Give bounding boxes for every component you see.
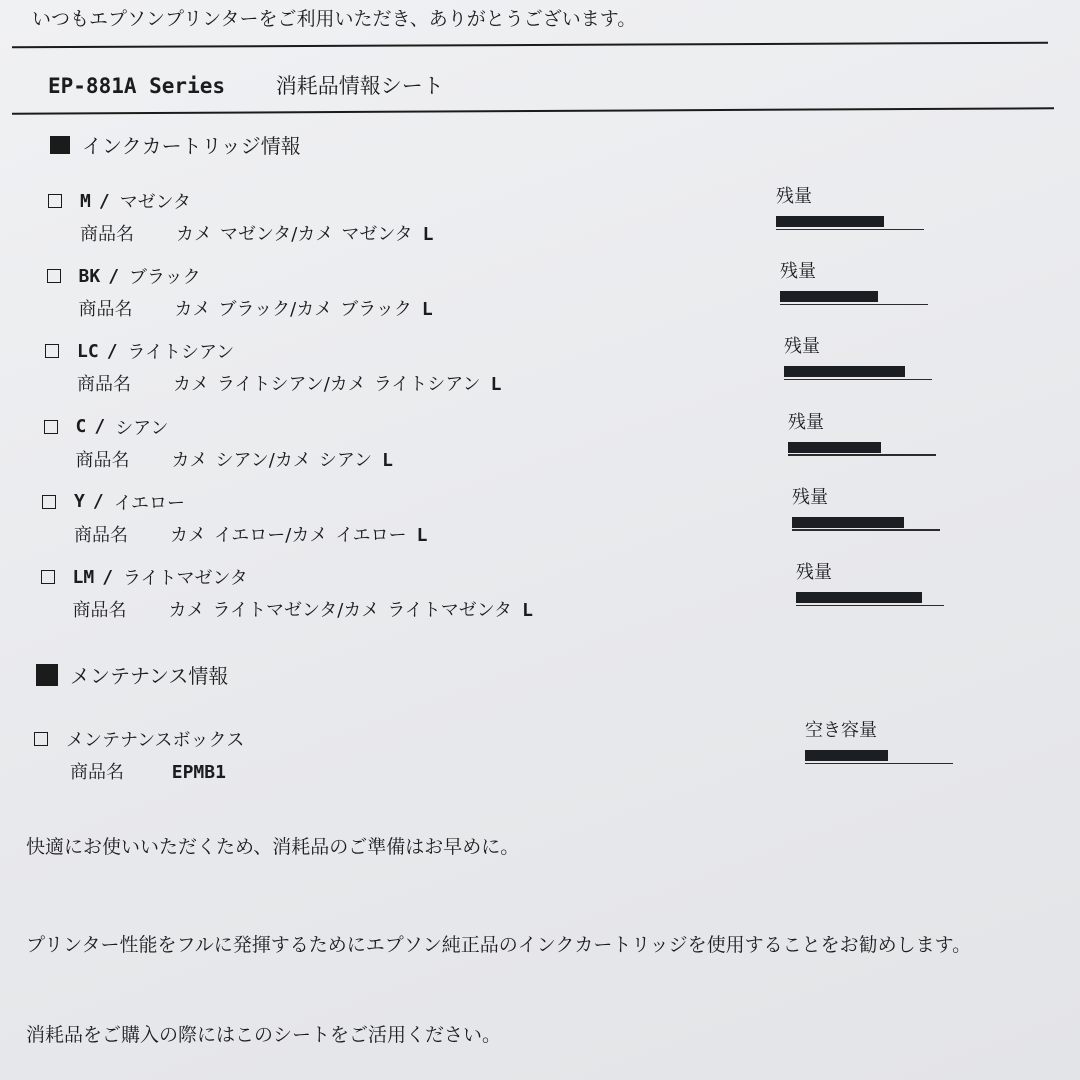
product-name-part: カメ xyxy=(174,299,211,321)
remaining-meter-baseline xyxy=(788,454,936,456)
remaining-meter-fill xyxy=(792,517,904,528)
product-name-part: カメ xyxy=(173,374,209,396)
top-rule xyxy=(12,42,1048,49)
section-marker-icon xyxy=(50,136,70,154)
remaining-meter-baseline xyxy=(776,229,924,231)
note-use-sheet: 消耗品をご購入の際にはこのシートをご活用ください。 xyxy=(26,1024,502,1046)
remaining-meter xyxy=(784,366,932,380)
remaining-meter-fill xyxy=(776,216,884,227)
ink-remaining-level xyxy=(776,182,926,230)
ink-cartridge-item xyxy=(44,414,393,472)
capacity-meter xyxy=(805,750,953,764)
product-name-part: ブラック xyxy=(340,299,412,321)
product-size: L xyxy=(382,449,393,471)
code-separator: / xyxy=(106,340,118,362)
note-prepare: 快適にお使いいただくため、消耗品のご準備はお早めに。 xyxy=(26,836,520,858)
code-separator: / xyxy=(98,190,110,212)
remaining-meter-fill xyxy=(784,366,905,377)
ink-cartridge-item xyxy=(47,263,433,321)
remaining-meter xyxy=(796,592,944,606)
product-name-part: シアン/カメ xyxy=(215,449,311,471)
remaining-label: 残量 xyxy=(792,486,828,508)
cartridge-color-name: シアン xyxy=(115,417,169,439)
remaining-label: 残量 xyxy=(796,562,832,583)
checkbox-icon xyxy=(44,420,58,434)
product-name-part: マゼンタ/カメ xyxy=(220,224,334,245)
product-name-part: ライトマゼンタ/カメ xyxy=(212,600,380,621)
ink-section-title: インクカートリッジ情報 xyxy=(82,134,301,158)
product-name xyxy=(169,600,533,621)
maintenance-section-title: メンテナンス情報 xyxy=(70,664,229,688)
remaining-meter-baseline xyxy=(796,605,944,607)
product-name-part: イエロー xyxy=(335,524,407,546)
product-name-part: ライトマゼンタ xyxy=(387,600,513,621)
product-label: 商品名 xyxy=(78,299,133,321)
capacity-label: 空き容量 xyxy=(805,720,877,741)
remaining-meter xyxy=(776,216,924,230)
code-separator: / xyxy=(102,566,114,588)
checkbox-icon xyxy=(41,570,55,584)
product-name-part: マゼンタ xyxy=(341,224,413,245)
product-name xyxy=(173,374,501,395)
cartridge-code: M xyxy=(80,190,91,212)
product-name-part: ライトシアン/カメ xyxy=(217,374,366,396)
product-name-part: シアン xyxy=(318,449,373,471)
sheet-name: 消耗品情報シート xyxy=(275,74,444,98)
product-name xyxy=(170,525,427,546)
greeting-text: いつもエプソンプリンターをご利用いただき、ありがとうございます。 xyxy=(32,8,637,30)
product-size: L xyxy=(490,374,502,396)
product-label: 商品名 xyxy=(72,600,127,621)
maintenance-capacity xyxy=(805,716,955,764)
product-name-part: ブラック/カメ xyxy=(218,299,333,321)
cartridge-code: BK xyxy=(78,265,101,287)
sheet-title xyxy=(48,70,444,100)
product-name xyxy=(176,224,433,245)
remaining-meter-fill xyxy=(788,442,881,453)
product-size: L xyxy=(522,600,533,621)
product-name-part: カメ xyxy=(171,449,208,471)
ink-remaining-level xyxy=(796,558,946,606)
code-separator: / xyxy=(108,265,120,287)
ink-remaining-level xyxy=(792,483,942,531)
product-name-part: カメ xyxy=(168,600,205,621)
remaining-meter xyxy=(780,291,928,305)
remaining-meter-fill xyxy=(780,291,878,302)
cartridge-color-name: イエロー xyxy=(113,492,185,514)
code-separator: / xyxy=(94,416,106,438)
remaining-label: 残量 xyxy=(776,186,812,207)
ink-section-heading xyxy=(50,130,301,159)
ink-cartridge-item xyxy=(41,564,533,622)
cartridge-color-name: マゼンタ xyxy=(119,192,191,213)
ink-cartridge-item xyxy=(42,489,427,547)
cartridge-code: LC xyxy=(77,340,99,362)
product-label: 商品名 xyxy=(74,524,128,546)
cartridge-code: C xyxy=(75,416,87,438)
checkbox-icon xyxy=(45,344,59,358)
product-name-part: ライトシアン xyxy=(373,374,481,396)
ink-cartridge-item xyxy=(48,188,433,246)
product-name-part: カメ xyxy=(176,224,212,245)
ink-remaining-level xyxy=(784,332,934,380)
capacity-meter-fill xyxy=(805,750,888,761)
remaining-meter xyxy=(788,442,936,456)
product-name xyxy=(172,450,393,471)
product-name-part: カメ xyxy=(170,524,206,546)
remaining-label: 残量 xyxy=(788,411,824,433)
checkbox-icon xyxy=(48,194,62,208)
product-label: 商品名 xyxy=(70,762,124,783)
product-size: L xyxy=(421,299,433,321)
remaining-label: 残量 xyxy=(784,336,820,358)
checkbox-icon xyxy=(34,732,48,746)
maintenance-item-name: メンテナンスボックス xyxy=(66,730,245,751)
ink-cartridge-item xyxy=(45,338,501,396)
remaining-meter-baseline xyxy=(792,529,940,531)
checkbox-icon xyxy=(47,269,61,283)
maintenance-section-heading xyxy=(36,660,228,689)
section-marker-icon xyxy=(36,664,58,686)
title-rule xyxy=(12,107,1054,114)
maintenance-box-item xyxy=(34,726,244,784)
cartridge-code: LM xyxy=(72,566,95,588)
ink-remaining-level xyxy=(780,257,930,305)
remaining-meter-baseline xyxy=(780,304,928,306)
remaining-meter xyxy=(792,517,940,531)
remaining-meter-baseline xyxy=(784,379,932,381)
printer-model: EP-881A Series xyxy=(48,74,226,98)
note-genuine: プリンター性能をフルに発揮するためにエプソン純正品のインクカートリッジを使用することをお勧めします。 xyxy=(26,934,972,956)
checkbox-icon xyxy=(42,495,56,509)
product-name-part: イエロー/カメ xyxy=(214,524,328,546)
code-separator: / xyxy=(92,491,104,513)
cartridge-color-name: ライトシアン xyxy=(127,342,235,364)
product-label: 商品名 xyxy=(77,374,131,396)
product-name xyxy=(175,299,433,320)
maintenance-product: EPMB1 xyxy=(171,762,226,783)
ink-remaining-level xyxy=(788,408,938,456)
cartridge-color-name: ブラック xyxy=(129,267,201,289)
remaining-meter-fill xyxy=(796,592,922,603)
cartridge-code: Y xyxy=(74,491,85,513)
product-label: 商品名 xyxy=(80,224,134,245)
product-size: L xyxy=(422,224,434,245)
capacity-meter-baseline xyxy=(805,763,953,765)
product-label: 商品名 xyxy=(75,449,130,471)
product-size: L xyxy=(416,524,428,546)
remaining-label: 残量 xyxy=(780,261,816,283)
cartridge-color-name: ライトマゼンタ xyxy=(123,568,248,589)
